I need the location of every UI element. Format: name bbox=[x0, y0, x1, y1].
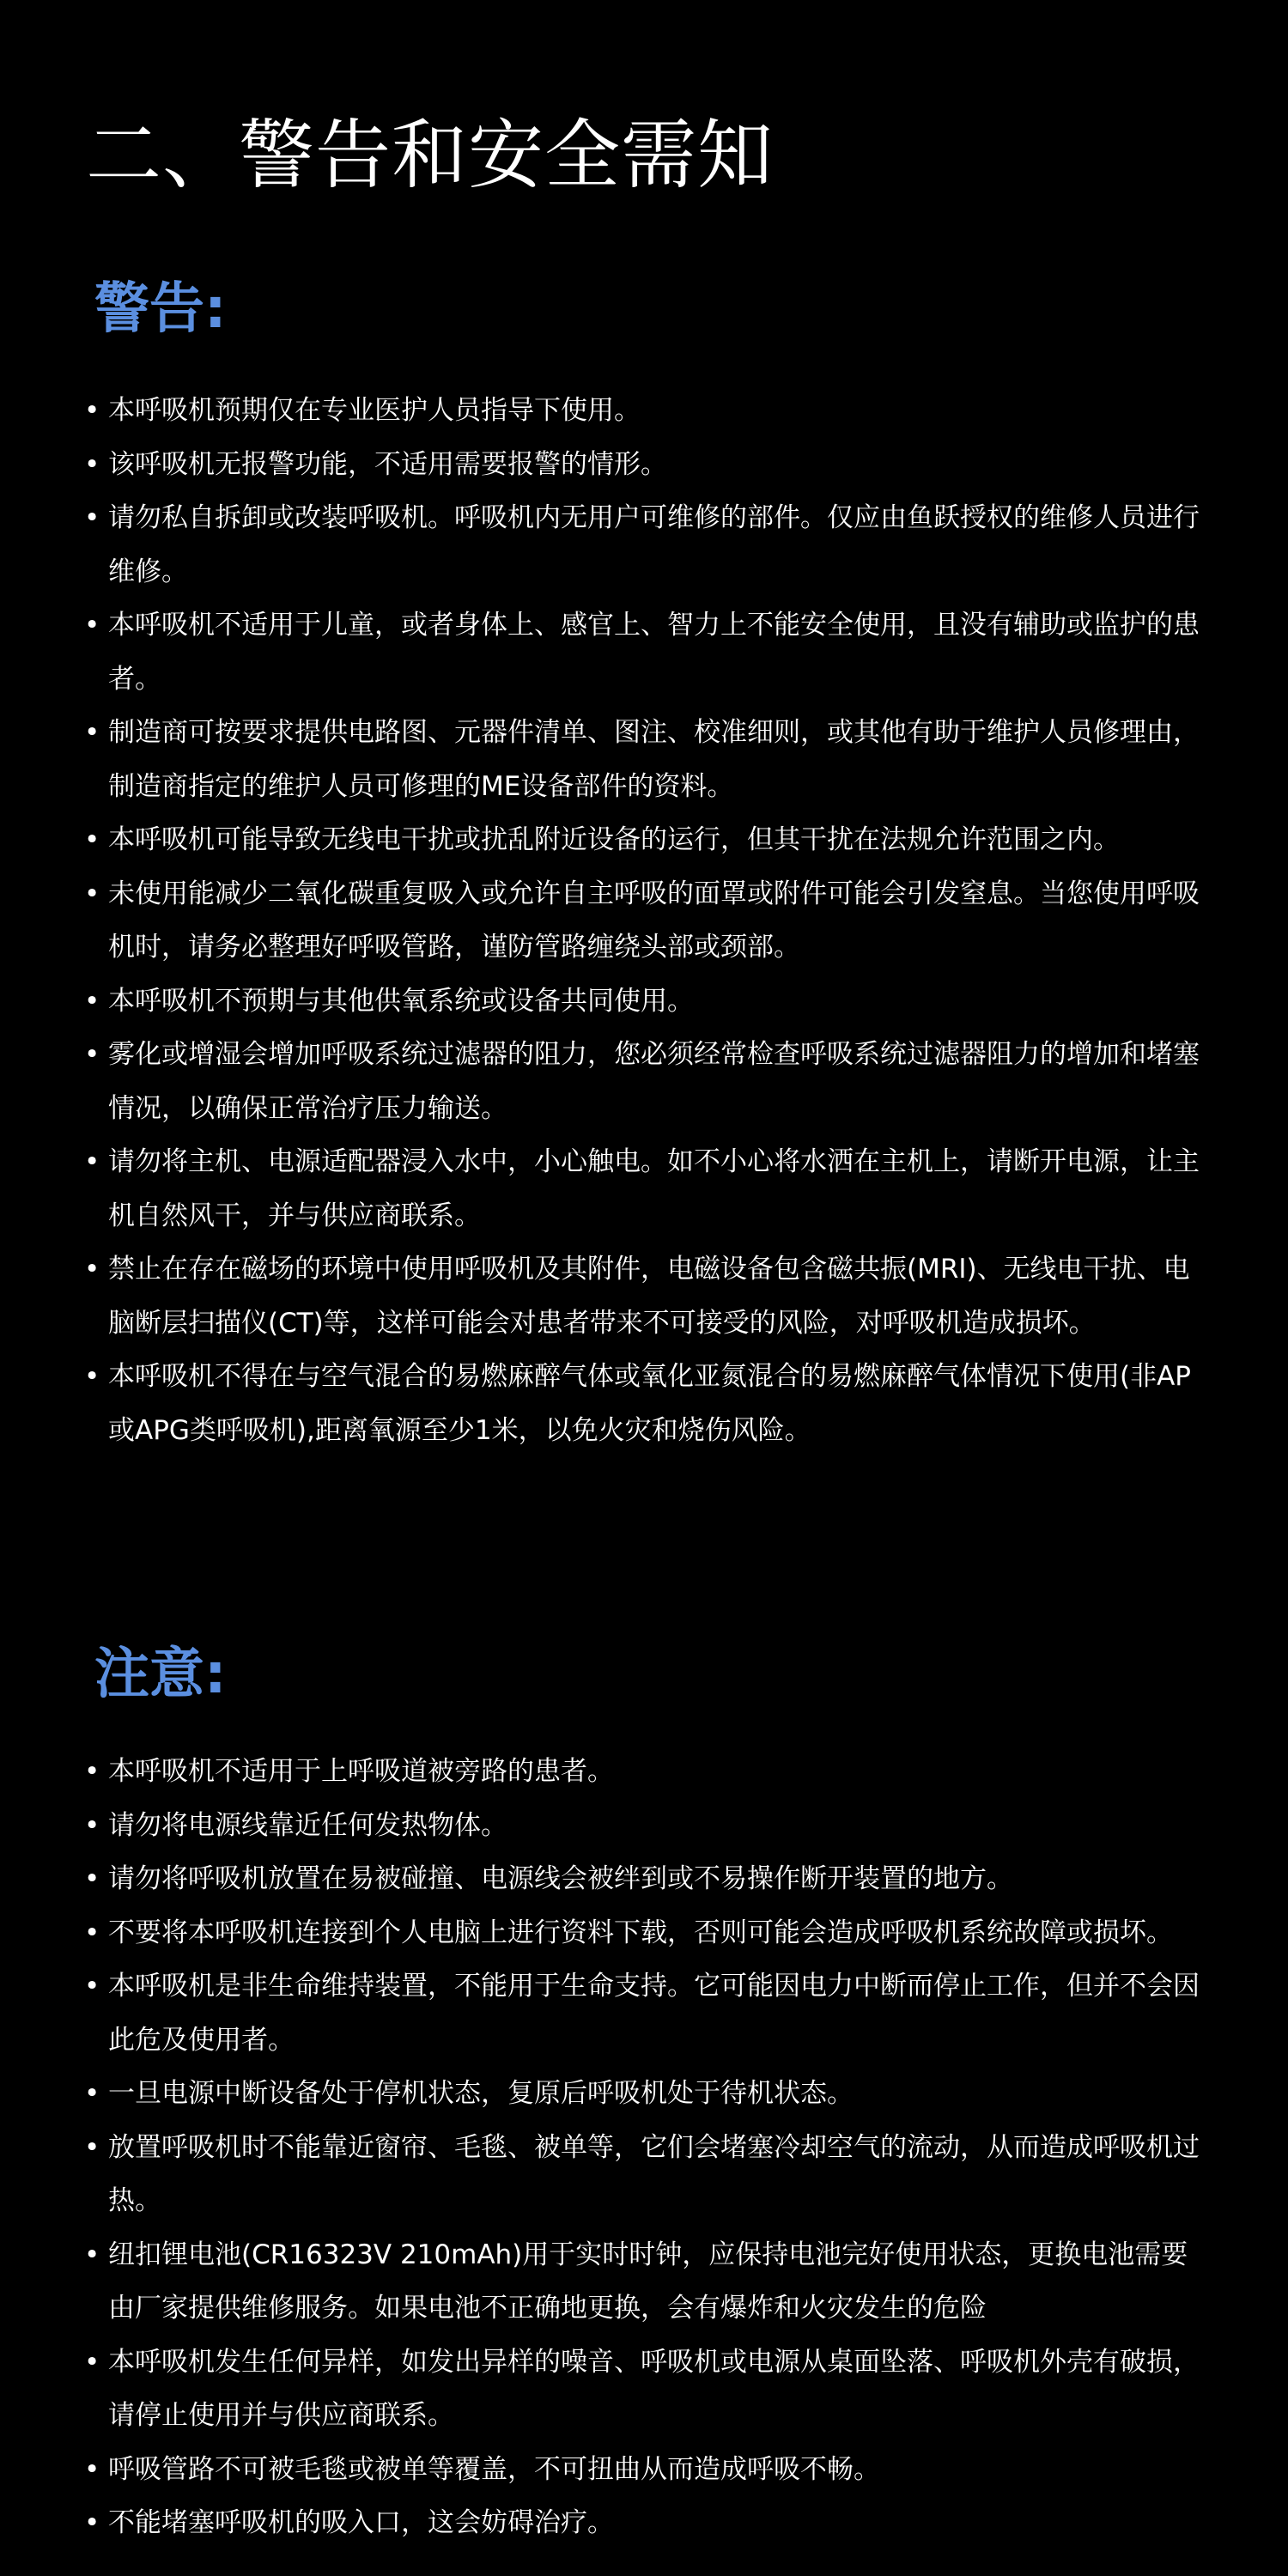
bullet-icon: • bbox=[84, 502, 100, 533]
warning-item-text: 本呼吸机预期仅在专业医护人员指导下使用。 bbox=[108, 395, 641, 426]
caution-item-text: 纽扣锂电池(CR16323V 210mAh)用于实时时钟，应保持电池完好使用状态，更换电池需要由厂家提供维修服务。如果电池不正确地更换，会有爆炸和火灾发生的危险 bbox=[108, 2239, 1188, 2324]
bullet-icon: • bbox=[84, 2346, 100, 2378]
warning-item bbox=[84, 1135, 1209, 1242]
caution-item-text: 放置呼吸机时不能靠近窗帘、毛毯、被单等，它们会堵塞冷却空气的流动，从而造成呼吸机过热。 bbox=[108, 2131, 1200, 2216]
warning-item-text: 该呼吸机无报警功能，不适用需要报警的情形。 bbox=[108, 448, 667, 480]
caution-item bbox=[84, 2228, 1209, 2336]
caution-item-text: 不要将本呼吸机连接到个人电脑上进行资料下载，否则可能会造成呼吸机系统故障或损坏。 bbox=[108, 1917, 1173, 1948]
page-title: 二、警告和安全需知 bbox=[86, 111, 775, 199]
bullet-icon: • bbox=[84, 1756, 100, 1787]
caution-item bbox=[84, 1745, 1209, 1799]
bullet-icon: • bbox=[84, 395, 100, 426]
warning-item-text: 禁止在存在磁场的环境中使用呼吸机及其附件，电磁设备包含磁共振(MRI)、无线电干扰、电脑断层扫描仪(CT)等，这样可能会对患者带来不可接受的风险，对呼吸机造成损坏。 bbox=[108, 1254, 1190, 1339]
caution-item-text: 本呼吸机是非生命维持装置，不能用于生命支持。它可能因电力中断而停止工作，但并不会因此危及使用者。 bbox=[108, 1971, 1200, 2056]
bullet-icon: • bbox=[84, 2239, 100, 2270]
bullet-icon: • bbox=[84, 717, 100, 748]
warning-item bbox=[84, 1028, 1209, 1135]
caution-item bbox=[84, 1959, 1209, 2067]
caution-item-text: 不能堵塞呼吸机的吸入口，这会妨碍治疗。 bbox=[108, 2507, 614, 2538]
caution-item-text: 请勿将呼吸机放置在易被碰撞、电源线会被绊到或不易操作断开装置的地方。 bbox=[108, 1863, 1013, 1894]
caution-item bbox=[84, 1799, 1209, 1853]
warning-item bbox=[84, 706, 1209, 813]
caution-item bbox=[84, 2496, 1209, 2550]
warning-item-text: 请勿将主机、电源适配器浸入水中，小心触电。如不小心将水洒在主机上，请断开电源，让主机自然风干，并与供应商联系。 bbox=[108, 1146, 1200, 1231]
bullet-icon: • bbox=[84, 1361, 100, 1392]
warning-item-text: 本呼吸机不得在与空气混合的易燃麻醉气体或氧化亚氮混合的易燃麻醉气体情况下使用(非AP或APG类呼吸机),距离氧源至少1米，以免火灾和烧伤风险。 bbox=[108, 1361, 1191, 1446]
bullet-icon: • bbox=[84, 1146, 100, 1177]
bullet-icon: • bbox=[84, 1254, 100, 1285]
caution-item bbox=[84, 2067, 1209, 2121]
warning-item bbox=[84, 598, 1209, 706]
caution-item-text: 请勿将电源线靠近任何发热物体。 bbox=[108, 1809, 507, 1841]
bullet-icon: • bbox=[84, 1039, 100, 1070]
bullet-icon: • bbox=[84, 1863, 100, 1894]
bullet-icon: • bbox=[84, 2507, 100, 2538]
caution-item-text: 一旦电源中断设备处于停机状态，复原后呼吸机处于待机状态。 bbox=[108, 2078, 854, 2109]
bullet-icon: • bbox=[84, 878, 100, 909]
caution-item-text: 本呼吸机发生任何异样，如发出异样的噪音、呼吸机或电源从桌面坠落、呼吸机外壳有破损，请停止使用并与供应商联系。 bbox=[108, 2346, 1200, 2431]
caution-item bbox=[84, 1906, 1209, 1960]
warning-item-text: 本呼吸机不预期与其他供氧系统或设备共同使用。 bbox=[108, 985, 694, 1017]
bullet-icon: • bbox=[84, 2453, 100, 2485]
warning-item bbox=[84, 1350, 1209, 1457]
warning-list bbox=[84, 384, 1209, 1457]
caution-item-text: 呼吸管路不可被毛毯或被单等覆盖，不可扭曲从而造成呼吸不畅。 bbox=[108, 2453, 880, 2485]
bullet-icon: • bbox=[84, 824, 100, 855]
bullet-icon: • bbox=[84, 985, 100, 1017]
bullet-icon: • bbox=[84, 2131, 100, 2163]
caution-item bbox=[84, 2121, 1209, 2228]
bullet-icon: • bbox=[84, 448, 100, 480]
warning-item bbox=[84, 438, 1209, 492]
caution-list bbox=[84, 1745, 1209, 2550]
warning-item-text: 请勿私自拆卸或改装呼吸机。呼吸机内无用户可维修的部件。仅应由鱼跃授权的维修人员进行维修。 bbox=[108, 502, 1200, 587]
warning-heading: 警告: bbox=[94, 277, 227, 341]
bullet-icon: • bbox=[84, 1809, 100, 1841]
warning-item-text: 雾化或增湿会增加呼吸系统过滤器的阻力，您必须经常检查呼吸系统过滤器阻力的增加和堵塞情况，以确保正常治疗压力输送。 bbox=[108, 1039, 1200, 1124]
caution-item bbox=[84, 2336, 1209, 2443]
warning-item-text: 制造商可按要求提供电路图、元器件清单、图注、校准细则，或其他有助于维护人员修理由，制造商指定的维护人员可修理的ME设备部件的资料。 bbox=[108, 717, 1200, 802]
caution-item bbox=[84, 1852, 1209, 1906]
warning-item-text: 本呼吸机不适用于儿童，或者身体上、感官上、智力上不能安全使用，且没有辅助或监护的患者。 bbox=[108, 610, 1200, 695]
warning-item bbox=[84, 867, 1209, 975]
bullet-icon: • bbox=[84, 1971, 100, 2002]
caution-item bbox=[84, 2443, 1209, 2497]
warning-item bbox=[84, 384, 1209, 438]
warning-item-text: 未使用能减少二氧化碳重复吸入或允许自主呼吸的面罩或附件可能会引发窒息。当您使用呼吸机时，请务必整理好呼吸管路，谨防管路缠绕头部或颈部。 bbox=[108, 878, 1200, 963]
bullet-icon: • bbox=[84, 1917, 100, 1948]
warning-item bbox=[84, 813, 1209, 867]
warning-item bbox=[84, 1242, 1209, 1350]
caution-item-text: 本呼吸机不适用于上呼吸道被旁路的患者。 bbox=[108, 1756, 614, 1787]
bullet-icon: • bbox=[84, 2078, 100, 2109]
warning-item-text: 本呼吸机可能导致无线电干扰或扰乱附近设备的运行，但其干扰在法规允许范围之内。 bbox=[108, 824, 1120, 855]
warning-item bbox=[84, 491, 1209, 598]
bullet-icon: • bbox=[84, 610, 100, 641]
warning-item bbox=[84, 975, 1209, 1029]
caution-heading: 注意: bbox=[94, 1643, 227, 1706]
